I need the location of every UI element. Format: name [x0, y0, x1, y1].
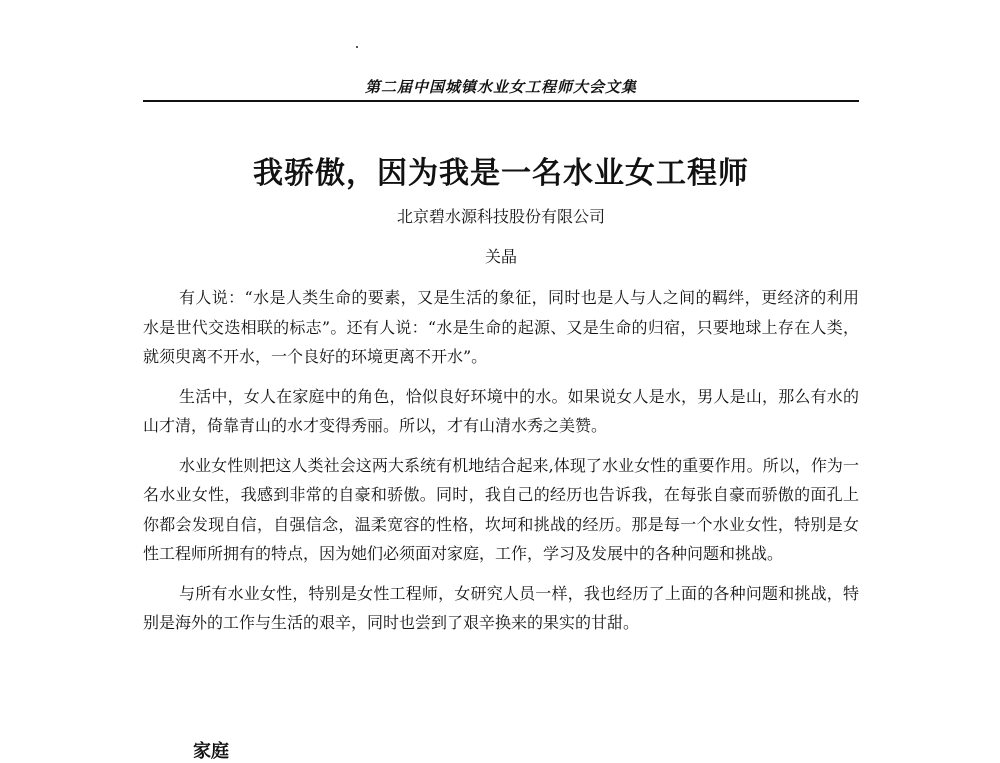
- paragraph: 生活中，女人在家庭中的角色，恰似良好环境中的水。如果说女人是水，男人是山，那么有水的山才清，倚靠青山的水才变得秀丽。所以，才有山清水秀之美赞。: [143, 386, 859, 435]
- author-affiliation: 北京碧水源科技股份有限公司: [396, 207, 605, 226]
- paragraph: 与所有水业女性，特别是女性工程师，女研究人员一样，我也经历了上面的各种问题和挑战，特别是海外的工作与生活的艰辛，同时也尝到了艰辛换来的果实的甘甜。: [143, 583, 859, 632]
- scan-speck: [356, 46, 358, 48]
- article-title: 我骄傲，因为我是一名水业女工程师: [253, 156, 749, 191]
- paragraph: 有人说：“水是人类生命的要素，又是生活的象征，同时也是人与人之间的羁绊，更经济的利用水是世代交迭相联的标志”。还有人说：“水是生命的起源、又是生命的归宿，只要地球上存在人类，就须臾离不开水，一个良好的环境更离不开水”。: [143, 288, 859, 366]
- section-heading: 家庭: [193, 741, 229, 762]
- author-name: 关晶: [484, 247, 517, 266]
- header-rule: [143, 100, 859, 102]
- running-header: 第二届中国城镇水业女工程师大会文集: [364, 78, 637, 96]
- article-body: [143, 283, 859, 648]
- paragraph: 水业女性则把这人类社会这两大系统有机地结合起来,体现了水业女性的重要作用。所以，作为一名水业女性，我感到非常的自豪和骄傲。同时，我自己的经历也告诉我，在每张自豪而骄傲的面孔上你都会发现自信，自强信念，温柔宽容的性格，坎坷和挑战的经历。那是每一个水业女性，特别是女性工程师所拥有的特点，因为她们必须面对家庭，工作，学习及发展中的各种问题和挑战。: [143, 455, 859, 563]
